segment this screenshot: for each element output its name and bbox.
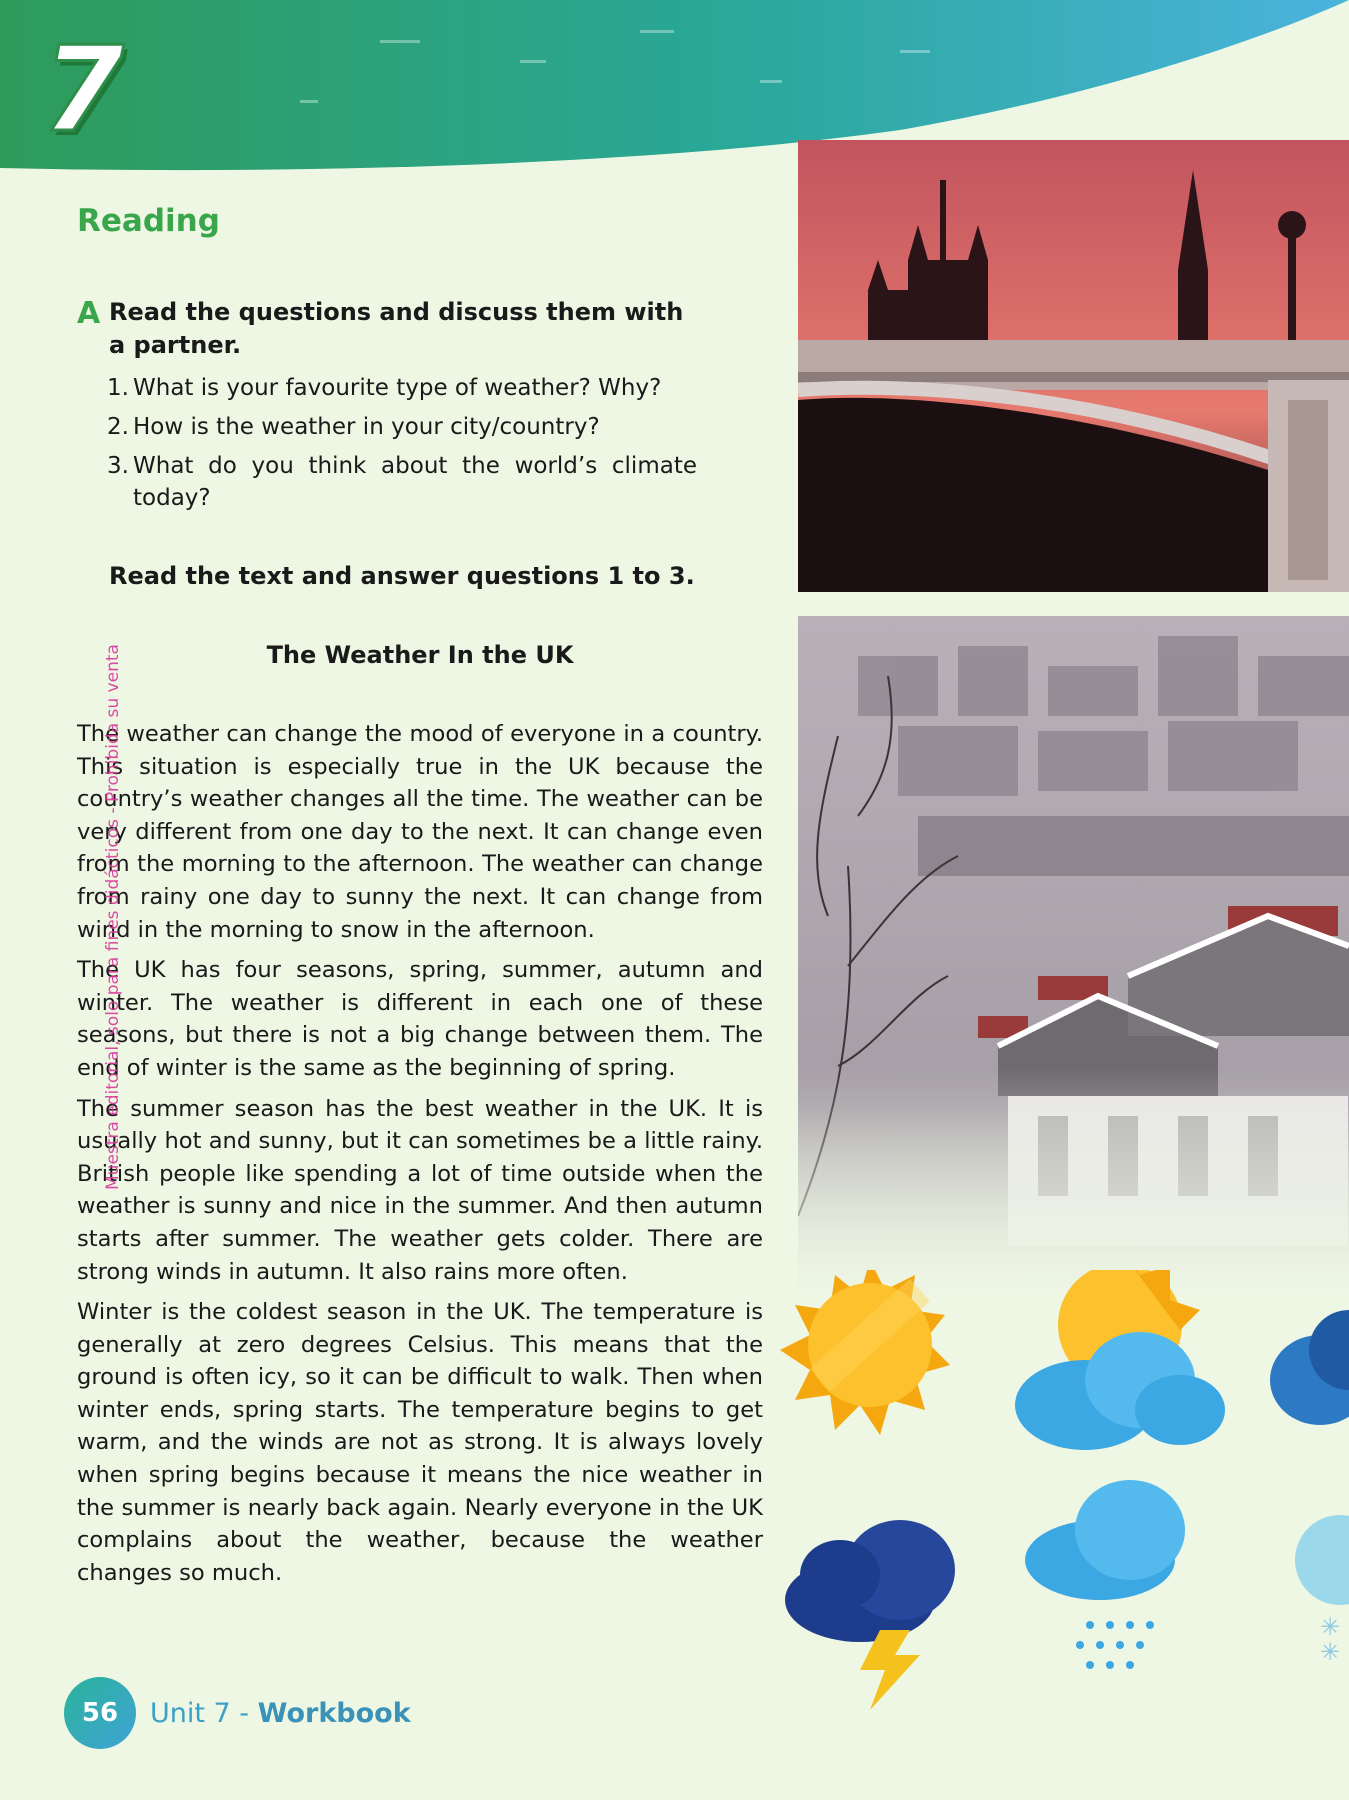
storm-cloud-icon bbox=[785, 1520, 955, 1710]
sun-icon bbox=[780, 1270, 950, 1435]
partly-cloudy-icon bbox=[1015, 1270, 1225, 1450]
question-number: 1. bbox=[107, 375, 129, 401]
side-watermark: Muestra editorial, solo para fines didácticos - Prohibida su venta bbox=[103, 644, 123, 1190]
question-item bbox=[107, 372, 697, 404]
page-footer bbox=[64, 1677, 411, 1749]
reading-paragraph: Winter is the coldest season in the UK. The temperature is generally at zero degrees Celsius. This means that the ground is often icy, so it can be difficult to walk. Then when winter ends, spring starts. The temperature begins to get warm, and the winds are not as strong. It is always lovely when spring begins because it means the nice weather in the summer is nearly back again. Nearly everyone in the UK complains about the weather, because the weather changes so much. bbox=[77, 1299, 763, 1586]
section-title: Reading bbox=[77, 203, 220, 239]
reading-text-title: The Weather In the UK bbox=[266, 641, 574, 669]
question-text: What do you think about the world’s climate today? bbox=[133, 453, 697, 511]
snowy-rooftops-photo bbox=[798, 616, 1349, 1316]
question-list bbox=[107, 372, 697, 514]
exercise-a bbox=[77, 296, 697, 521]
bridge-photo bbox=[798, 140, 1349, 592]
svg-text:✳: ✳ bbox=[1320, 1613, 1341, 1641]
footer-unit-label bbox=[150, 1698, 411, 1729]
cloud-icon bbox=[1270, 1310, 1349, 1425]
question-text: What is your favourite type of weather? Why? bbox=[133, 375, 662, 401]
reading-paragraph: The summer season has the best weather in the UK. It is usually hot and sunny, but it can sometimes be a little rainy. British people like spending a lot of time outside when the weather is sunny and nice in the summer. And then autumn starts after summer. The weather gets colder. There are strong winds in autumn. It also rains more often. bbox=[77, 1095, 763, 1285]
rain-cloud-icon bbox=[1025, 1480, 1185, 1669]
exercise-a-instruction: Read the questions and discuss them with a partner. bbox=[109, 298, 684, 359]
svg-text:✳: ✳ bbox=[1320, 1638, 1341, 1666]
reading-text bbox=[77, 718, 763, 1597]
weather-icons bbox=[780, 1270, 1349, 1730]
unit-number: 7 bbox=[42, 20, 125, 158]
exercise-b-instruction: Read the text and answer questions 1 to 3. bbox=[109, 562, 695, 590]
workbook-label: Workbook bbox=[257, 1697, 411, 1729]
exercise-letter-a: A bbox=[77, 296, 101, 331]
question-number: 2. bbox=[107, 414, 129, 440]
reading-paragraph: The weather can change the mood of everyone in a country. This situation is especially true in the UK because the country’s weather changes all the time. The weather can be very different from one day to the next. It can change even from the morning to the afternoon. The weather can change from rainy one day to sunny the next. It can change from wind in the morning to snow in the afternoon. bbox=[77, 721, 763, 943]
question-item bbox=[107, 411, 697, 443]
reading-paragraph: The UK has four seasons, spring, summer, autumn and winter. The weather is different in each one of these seasons, but there is not a big change between them. The end of winter is the same as the beginning of spring. bbox=[77, 957, 763, 1081]
page-number: 56 bbox=[64, 1677, 136, 1749]
snow-cloud-icon bbox=[1295, 1515, 1349, 1666]
question-number: 3. bbox=[107, 453, 129, 479]
question-item bbox=[107, 450, 697, 514]
unit-label: Unit 7 - bbox=[150, 1697, 258, 1729]
question-text: How is the weather in your city/country? bbox=[133, 414, 600, 440]
